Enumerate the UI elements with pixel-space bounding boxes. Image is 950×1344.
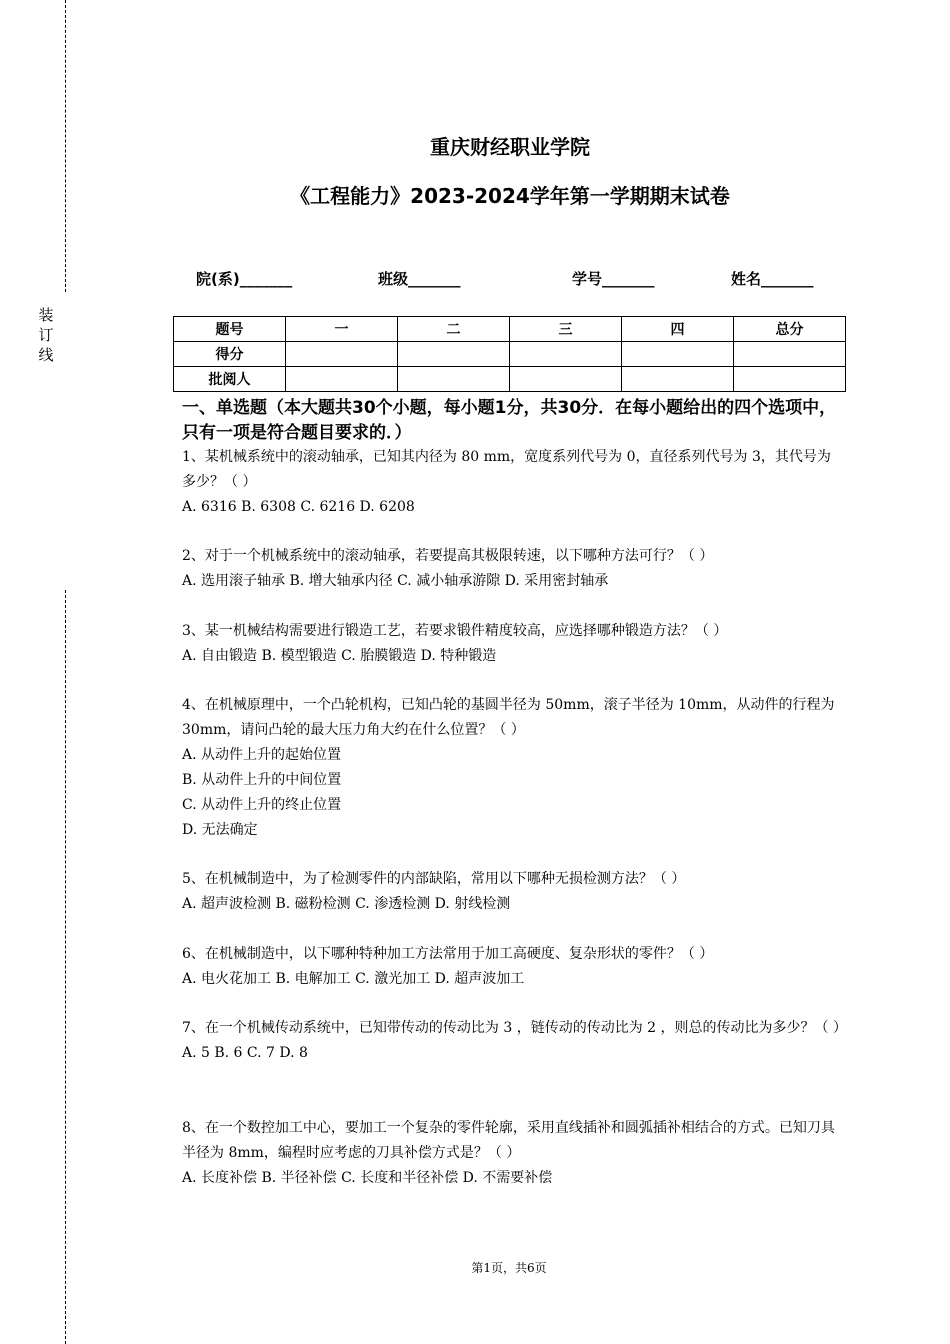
score-cell: [398, 342, 510, 367]
question-options: A. 长度补偿 B. 半径补偿 C. 长度和半径补偿 D. 不需要补偿: [182, 1170, 553, 1186]
question-8: [182, 1116, 842, 1191]
reviewer-cell: [286, 367, 398, 392]
binding-label: 装订线: [38, 306, 54, 364]
question-option: D. 无法确定: [182, 822, 258, 838]
header-cell: 三: [510, 317, 622, 342]
question-1: [182, 445, 842, 520]
score-table-header-row: [174, 317, 846, 342]
question-7: [182, 1016, 847, 1066]
question-options: A. 自由锻造 B. 模型锻造 C. 胎膜锻造 D. 特种锻造: [182, 648, 497, 664]
header-cell: 总分: [734, 317, 846, 342]
score-table: [173, 316, 846, 392]
header-cell: 一: [286, 317, 398, 342]
school-name: 重庆财经职业学院: [430, 135, 590, 159]
question-options: A. 超声波检测 B. 磁粉检测 C. 渗透检测 D. 射线检测: [182, 896, 511, 912]
page-number: 第1页，共6页: [471, 1261, 547, 1275]
question-stem: 2、对于一个机械系统中的滚动轴承，若要提高其极限转速，以下哪种方法可行？（ ）: [182, 548, 714, 564]
question-stem: 5、在机械制造中，为了检测零件的内部缺陷，常用以下哪种无损检测方法？（ ）: [182, 871, 686, 887]
question-stem: 7、在一个机械传动系统中，已知带传动的传动比为 3 ，链传动的传动比为 2 ，则总的传动比为多少？（ ）: [182, 1020, 847, 1036]
reviewer-row: [174, 367, 846, 392]
score-row: [174, 342, 846, 367]
department-field: 院(系)_______: [196, 270, 293, 288]
reviewer-row-label: 批阅人: [174, 367, 286, 392]
name-field: 姓名_______: [731, 270, 814, 288]
question-stem: 3、某一机械结构需要进行锻造工艺，若要求锻件精度较高，应选择哪种锻造方法？（ ）: [182, 623, 728, 639]
reviewer-cell: [622, 367, 734, 392]
question-option: C. 从动件上升的终止位置: [182, 797, 342, 813]
question-stem: 8、在一个数控加工中心，要加工一个复杂的零件轮廓，采用直线插补和圆弧插补相结合的方式。已知刀具半径为 8mm，编程时应考虑的刀具补偿方式是？（ ）: [182, 1120, 835, 1161]
score-row-label: 得分: [174, 342, 286, 367]
question-4: [182, 693, 842, 843]
score-cell: [622, 342, 734, 367]
question-stem: 4、在机械原理中，一个凸轮机构，已知凸轮的基圆半径为 50mm，滚子半径为 10mm，从动件的行程为 30mm，请问凸轮的最大压力角大约在什么位置？（ ）: [182, 697, 835, 738]
score-cell: [510, 342, 622, 367]
score-cell: [734, 342, 846, 367]
reviewer-cell: [510, 367, 622, 392]
question-stem: 1、某机械系统中的滚动轴承，已知其内径为 80 mm，宽度系列代号为 0，直径系列代号为 3，其代号为多少？（ ）: [182, 449, 831, 490]
question-options: A. 5 B. 6 C. 7 D. 8: [182, 1045, 308, 1061]
header-cell: 题号: [174, 317, 286, 342]
question-6: [182, 942, 842, 992]
header-cell: 二: [398, 317, 510, 342]
question-options: A. 电火花加工 B. 电解加工 C. 激光加工 D. 超声波加工: [182, 971, 525, 987]
binding-line-bottom: [65, 590, 66, 1344]
question-stem: 6、在机械制造中，以下哪种特种加工方法常用于加工高硬度、复杂形状的零件？（ ）: [182, 946, 714, 962]
question-3: [182, 619, 842, 669]
reviewer-cell: [734, 367, 846, 392]
section-heading: 一、单选题（本大题共30个小题，每小题1分，共30分．在每小题给出的四个选项中，只有一项是符合题目要求的．）: [182, 398, 837, 443]
header-cell: 四: [622, 317, 734, 342]
question-5: [182, 867, 842, 917]
question-option: A. 从动件上升的起始位置: [182, 747, 342, 763]
score-cell: [286, 342, 398, 367]
question-option: B. 从动件上升的中间位置: [182, 772, 342, 788]
exam-title: 《工程能力》2023-2024学年第一学期期末试卷: [290, 184, 730, 208]
question-2: [182, 544, 842, 594]
question-options: A. 6316 B. 6308 C. 6216 D. 6208: [182, 499, 415, 515]
question-options: A. 选用滚子轴承 B. 增大轴承内径 C. 减小轴承游隙 D. 采用密封轴承: [182, 573, 609, 589]
student-id-field: 学号_______: [572, 270, 655, 288]
class-field: 班级_______: [378, 270, 461, 288]
reviewer-cell: [398, 367, 510, 392]
